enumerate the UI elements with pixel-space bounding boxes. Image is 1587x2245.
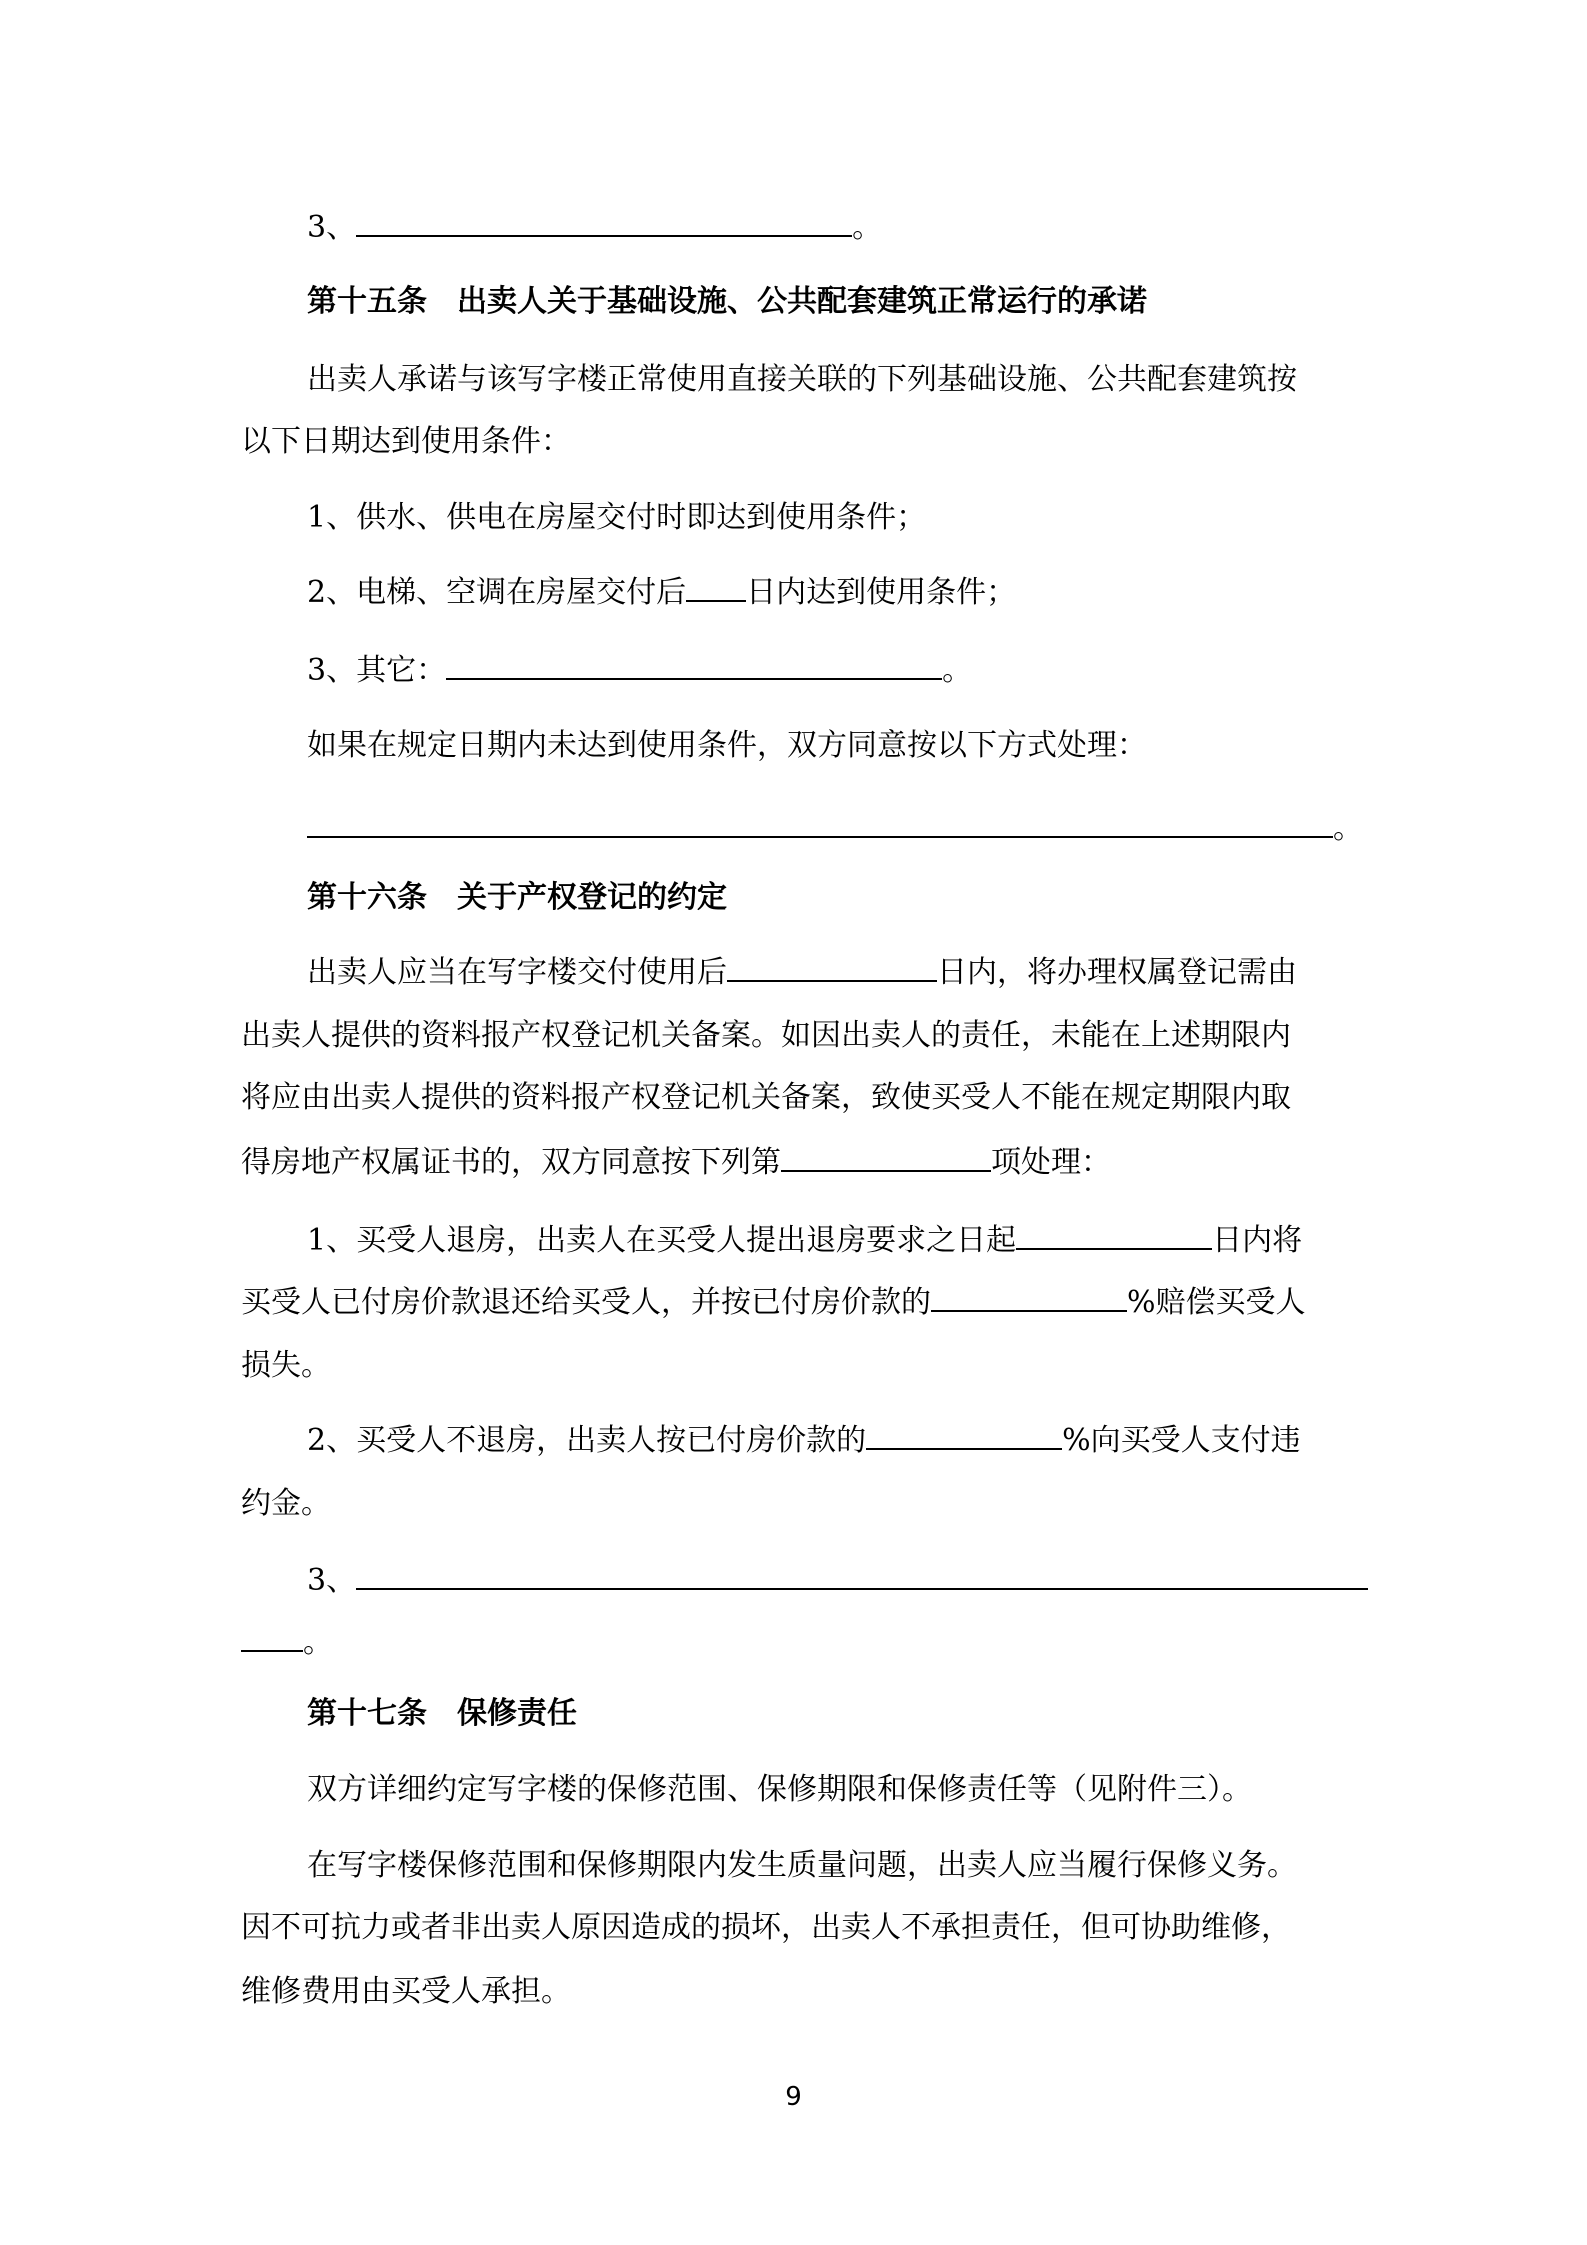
text-segment: 出卖人应当在写字楼交付使用后 bbox=[307, 955, 727, 990]
article-16-item2-line2: 约金。 bbox=[241, 1486, 331, 1521]
article-17-para1: 双方详细约定写字楼的保修范围、保修期限和保修责任等（见附件三）。 bbox=[307, 1772, 1252, 1807]
fill-blank bbox=[307, 806, 1333, 838]
article-16-item2-line1 bbox=[307, 1418, 1301, 1463]
text-segment: 1、买受人退房，出卖人在买受人提出退房要求之日起 bbox=[307, 1223, 1017, 1258]
text-segment: 日内，将办理权属登记需由 bbox=[937, 955, 1297, 990]
text-segment: 3、其它： bbox=[307, 653, 447, 688]
article-16-para1-line1 bbox=[307, 950, 1297, 995]
article-16-item3-line2 bbox=[241, 1620, 333, 1665]
fill-blank bbox=[446, 648, 942, 680]
article-16-para1-line2: 出卖人提供的资料报产权登记机关备案。如因出卖人的责任，未能在上述期限内 bbox=[241, 1018, 1291, 1053]
page-number: 9 bbox=[785, 2082, 802, 2112]
article-17-heading: 第十七条 保修责任 bbox=[307, 1696, 577, 1731]
text-segment: 2、买受人不退房，出卖人按已付房价款的 bbox=[307, 1423, 867, 1458]
text-segment: 项处理： bbox=[991, 1145, 1111, 1180]
article-15-item1: 1、供水、供电在房屋交付时即达到使用条件； bbox=[307, 500, 927, 535]
article-16-item3-line1 bbox=[307, 1558, 1368, 1603]
article-16-item1-line1 bbox=[307, 1218, 1302, 1263]
text-segment: 买受人已付房价款退还给买受人，并按已付房价款的 bbox=[241, 1285, 931, 1320]
article-15-para1-line1: 出卖人承诺与该写字楼正常使用直接关联的下列基础设施、公共配套建筑按 bbox=[307, 362, 1297, 397]
text-segment: 日内达到使用条件； bbox=[746, 575, 1017, 610]
article-15-para1-line2: 以下日期达到使用条件： bbox=[241, 424, 571, 459]
article-15-para2: 如果在规定日期内未达到使用条件，双方同意按以下方式处理： bbox=[307, 728, 1147, 763]
fill-blank bbox=[686, 570, 746, 602]
fill-blank bbox=[241, 1620, 303, 1652]
article-16-item1-line3: 损失。 bbox=[241, 1348, 331, 1383]
text-segment: 2、电梯、空调在房屋交付后 bbox=[307, 575, 687, 610]
text-segment: 3、 bbox=[307, 1563, 357, 1598]
fill-blank bbox=[356, 1558, 1368, 1590]
fill-blank bbox=[931, 1280, 1127, 1312]
text-segment: 。 bbox=[942, 653, 973, 688]
article-16-para1-line3: 将应由出卖人提供的资料报产权登记机关备案，致使买受人不能在规定期限内取 bbox=[241, 1080, 1291, 1115]
text-segment: 。 bbox=[1333, 811, 1363, 846]
text-segment: %赔偿买受人 bbox=[1127, 1285, 1306, 1320]
article-17-para2-line2: 因不可抗力或者非出卖人原因造成的损坏，出卖人不承担责任，但可协助维修， bbox=[241, 1910, 1291, 1945]
article-15-para2-blank bbox=[307, 806, 1363, 851]
text-segment: 得房地产权属证书的，双方同意按下列第 bbox=[241, 1145, 781, 1180]
article-15-item3 bbox=[307, 648, 972, 693]
article-16-para1-line4 bbox=[241, 1140, 1111, 1185]
fill-blank bbox=[866, 1418, 1062, 1450]
text-segment: 。 bbox=[303, 1625, 333, 1660]
fill-blank bbox=[1016, 1218, 1212, 1250]
text-segment: 日内将 bbox=[1212, 1223, 1303, 1258]
fill-blank bbox=[356, 205, 852, 237]
fill-blank bbox=[781, 1140, 991, 1172]
article-17-para2-line3: 维修费用由买受人承担。 bbox=[241, 1974, 571, 2009]
fill-blank bbox=[727, 950, 937, 982]
article-16-heading: 第十六条 关于产权登记的约定 bbox=[307, 880, 727, 915]
article-15-heading: 第十五条 出卖人关于基础设施、公共配套建筑正常运行的承诺 bbox=[307, 284, 1147, 319]
article-16-item1-line2 bbox=[241, 1280, 1306, 1325]
article-15-item2 bbox=[307, 570, 1016, 615]
item-3-blank-line bbox=[307, 205, 882, 250]
text-segment: %向买受人支付违 bbox=[1062, 1423, 1301, 1458]
item-suffix: 。 bbox=[852, 210, 883, 245]
item-prefix: 3、 bbox=[307, 210, 357, 245]
article-17-para2-line1: 在写字楼保修范围和保修期限内发生质量问题，出卖人应当履行保修义务。 bbox=[307, 1848, 1297, 1883]
